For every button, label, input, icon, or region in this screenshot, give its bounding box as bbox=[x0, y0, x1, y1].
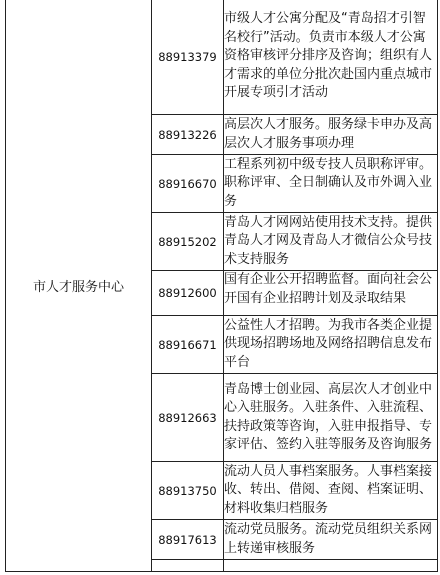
description-cell: 流动人员人事档案服务。人事档案接收、转出、借阅、查阅、档案证明、材料收集归档服务 bbox=[224, 462, 438, 520]
department-cell: 市人才服务中心 bbox=[6, 0, 152, 572]
description-cell: 青岛博士创业园、高层次人才创业中心入驻服务。入驻条件、入驻流程、扶持政策等咨询，入驻申报指导、专家评估、签约入驻等服务及咨询服务 bbox=[224, 374, 438, 462]
phone-cell bbox=[152, 560, 224, 572]
description-cell: 工程系列初中级专技人员职称评审。职称评审、全日制确认及市外调入业务 bbox=[224, 155, 438, 213]
contact-table bbox=[5, 0, 438, 572]
phone-cell: 88915202 bbox=[152, 213, 224, 271]
description-cell: 高层次人才服务。服务绿卡申办及高层次人才服务事项办理 bbox=[224, 115, 438, 155]
phone-cell: 88912663 bbox=[152, 374, 224, 462]
description-cell bbox=[224, 560, 438, 572]
phone-cell: 88916671 bbox=[152, 316, 224, 374]
phone-cell: 88912600 bbox=[152, 271, 224, 316]
phone-cell: 88913226 bbox=[152, 115, 224, 155]
phone-cell: 88917613 bbox=[152, 520, 224, 560]
description-cell: 市级人才公寓分配及“青岛招才引智名校行”活动。负责市本级人才公寓资格审核评分排序及咨询；组织有人才需求的单位分批次赴国内重点城市开展专项引才活动 bbox=[224, 0, 438, 115]
phone-cell: 88913379 bbox=[152, 0, 224, 115]
description-cell: 公益性人才招聘。为我市各类企业提供现场招聘场地及网络招聘信息发布平台 bbox=[224, 316, 438, 374]
description-cell: 国有企业公开招聘监督。面向社会公开国有企业招聘计划及录取结果 bbox=[224, 271, 438, 316]
description-cell: 流动党员服务。流动党员组织关系网上转递审核服务 bbox=[224, 520, 438, 560]
table-row bbox=[6, 0, 438, 115]
phone-cell: 88913750 bbox=[152, 462, 224, 520]
phone-cell: 88916670 bbox=[152, 155, 224, 213]
description-cell: 青岛人才网网站使用技术支持。提供青岛人才网及青岛人才微信公众号技术支持服务 bbox=[224, 213, 438, 271]
